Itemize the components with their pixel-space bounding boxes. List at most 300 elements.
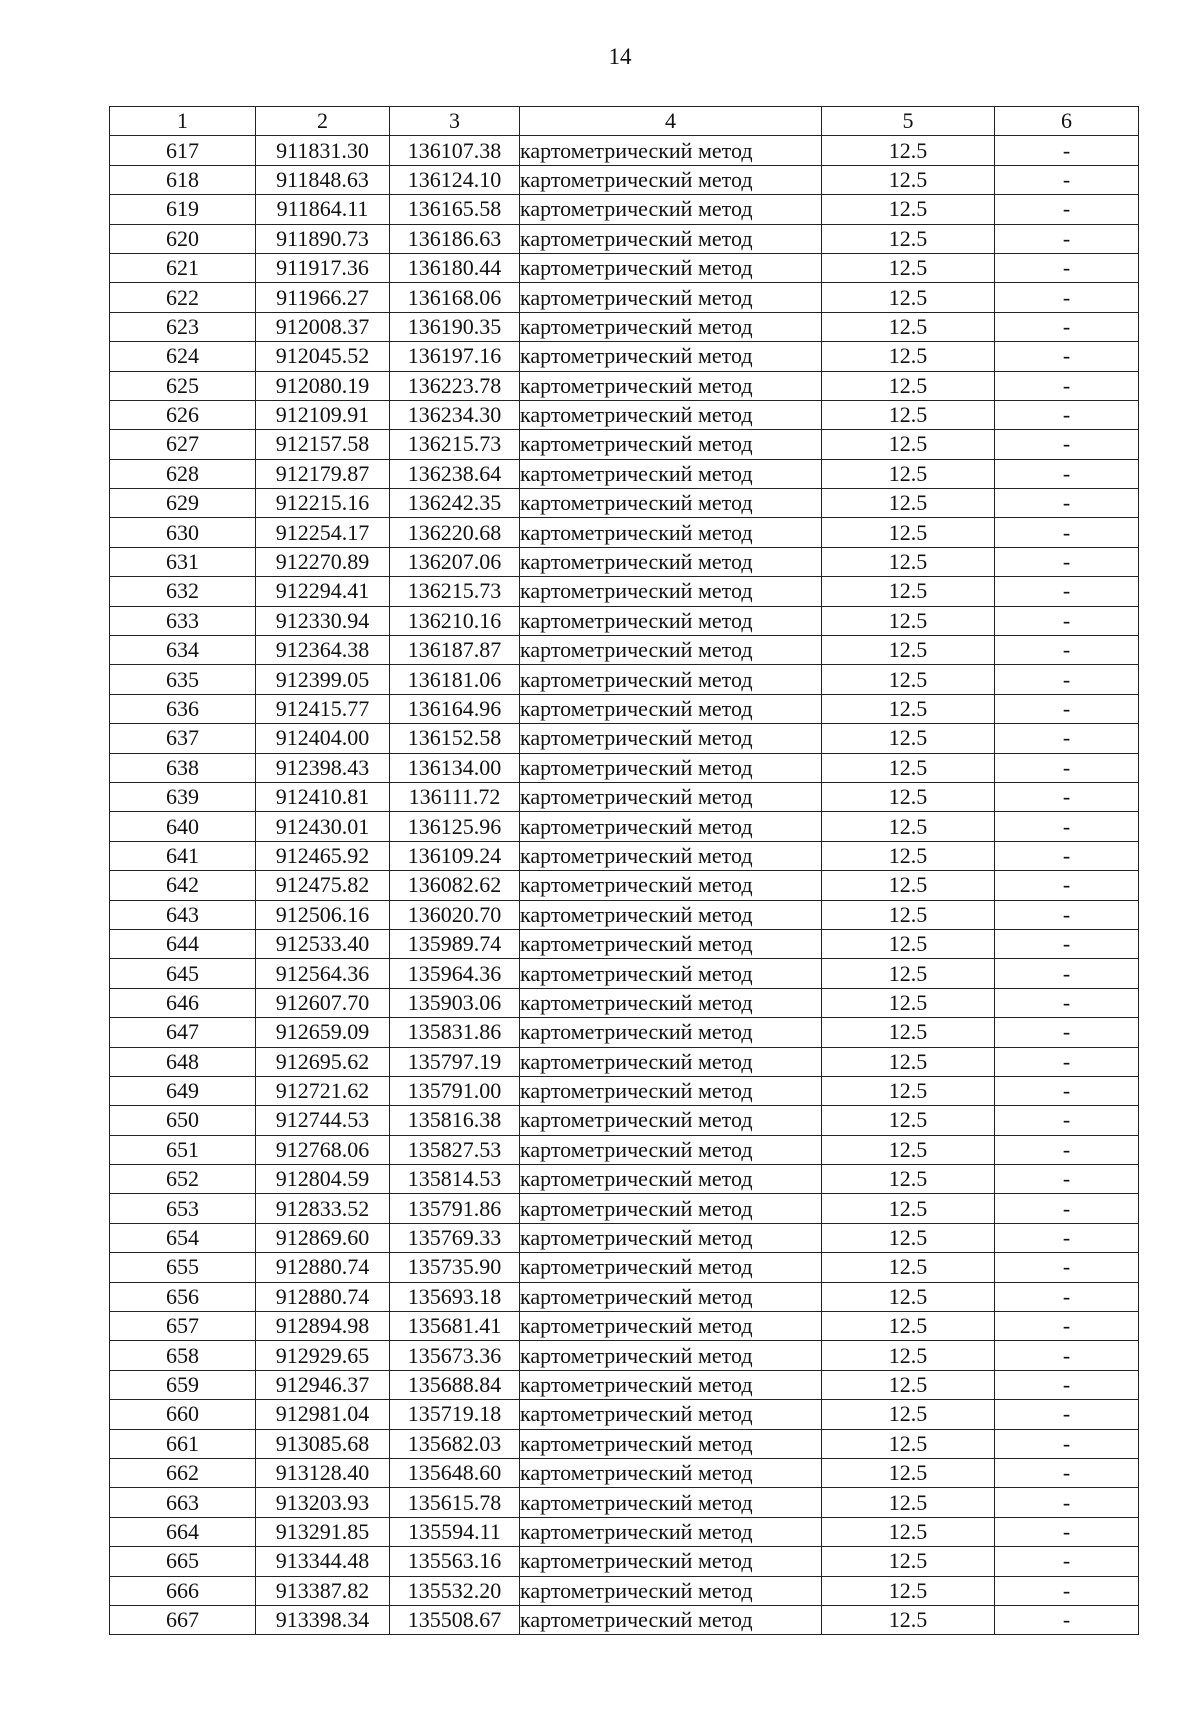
method-cell: картометрический метод [520, 1194, 822, 1223]
method-cell: картометрический метод [520, 371, 822, 400]
point-number-cell: 644 [110, 929, 256, 958]
note-cell: - [995, 606, 1139, 635]
x-coordinate-cell: 912946.37 [256, 1370, 390, 1399]
x-coordinate-cell: 912080.19 [256, 371, 390, 400]
x-coordinate-cell: 912981.04 [256, 1400, 390, 1429]
accuracy-cell: 12.5 [822, 1076, 995, 1105]
x-coordinate-cell: 912744.53 [256, 1106, 390, 1135]
y-coordinate-cell: 136125.96 [390, 812, 520, 841]
table-row [110, 1576, 1139, 1605]
note-cell: - [995, 224, 1139, 253]
point-number-cell: 656 [110, 1282, 256, 1311]
y-coordinate-cell: 135816.38 [390, 1106, 520, 1135]
x-coordinate-cell: 912768.06 [256, 1135, 390, 1164]
x-coordinate-cell: 912330.94 [256, 606, 390, 635]
point-number-cell: 618 [110, 165, 256, 194]
x-coordinate-cell: 912364.38 [256, 636, 390, 665]
note-cell: - [995, 1547, 1139, 1576]
x-coordinate-cell: 912804.59 [256, 1165, 390, 1194]
y-coordinate-cell: 135791.86 [390, 1194, 520, 1223]
note-cell: - [995, 841, 1139, 870]
accuracy-cell: 12.5 [822, 900, 995, 929]
table-row [110, 371, 1139, 400]
x-coordinate-cell: 912404.00 [256, 724, 390, 753]
accuracy-cell: 12.5 [822, 165, 995, 194]
method-cell: картометрический метод [520, 1458, 822, 1487]
x-coordinate-cell: 912607.70 [256, 988, 390, 1017]
table-row [110, 1370, 1139, 1399]
method-cell: картометрический метод [520, 577, 822, 606]
note-cell: - [995, 1576, 1139, 1605]
x-coordinate-cell: 912894.98 [256, 1312, 390, 1341]
point-number-cell: 645 [110, 959, 256, 988]
method-cell: картометрический метод [520, 1429, 822, 1458]
point-number-cell: 660 [110, 1400, 256, 1429]
method-cell: картометрический метод [520, 1341, 822, 1370]
y-coordinate-cell: 135563.16 [390, 1547, 520, 1576]
y-coordinate-cell: 136220.68 [390, 518, 520, 547]
point-number-cell: 629 [110, 489, 256, 518]
column-header: 6 [995, 107, 1139, 136]
point-number-cell: 650 [110, 1106, 256, 1135]
accuracy-cell: 12.5 [822, 1282, 995, 1311]
point-number-cell: 657 [110, 1312, 256, 1341]
accuracy-cell: 12.5 [822, 459, 995, 488]
y-coordinate-cell: 135682.03 [390, 1429, 520, 1458]
point-number-cell: 636 [110, 694, 256, 723]
x-coordinate-cell: 911890.73 [256, 224, 390, 253]
point-number-cell: 635 [110, 665, 256, 694]
table-row [110, 165, 1139, 194]
accuracy-cell: 12.5 [822, 1341, 995, 1370]
point-number-cell: 653 [110, 1194, 256, 1223]
page-number: 14 [608, 44, 632, 69]
point-number-cell: 651 [110, 1135, 256, 1164]
x-coordinate-cell: 912721.62 [256, 1076, 390, 1105]
note-cell: - [995, 694, 1139, 723]
table-row [110, 694, 1139, 723]
accuracy-cell: 12.5 [822, 430, 995, 459]
table-row [110, 871, 1139, 900]
x-coordinate-cell: 912430.01 [256, 812, 390, 841]
x-coordinate-cell: 912465.92 [256, 841, 390, 870]
note-cell: - [995, 459, 1139, 488]
note-cell: - [995, 1282, 1139, 1311]
note-cell: - [995, 1341, 1139, 1370]
accuracy-cell: 12.5 [822, 1165, 995, 1194]
x-coordinate-cell: 913344.48 [256, 1547, 390, 1576]
note-cell: - [995, 165, 1139, 194]
note-cell: - [995, 900, 1139, 929]
note-cell: - [995, 1458, 1139, 1487]
x-coordinate-cell: 912294.41 [256, 577, 390, 606]
point-number-cell: 643 [110, 900, 256, 929]
method-cell: картометрический метод [520, 782, 822, 811]
x-coordinate-cell: 912929.65 [256, 1341, 390, 1370]
note-cell: - [995, 1400, 1139, 1429]
table-row [110, 430, 1139, 459]
y-coordinate-cell: 135735.90 [390, 1253, 520, 1282]
x-coordinate-cell: 912880.74 [256, 1282, 390, 1311]
table-row [110, 1547, 1139, 1576]
note-cell: - [995, 283, 1139, 312]
point-number-cell: 628 [110, 459, 256, 488]
x-coordinate-cell: 912869.60 [256, 1223, 390, 1252]
y-coordinate-cell: 136020.70 [390, 900, 520, 929]
point-number-cell: 621 [110, 253, 256, 282]
table-row [110, 1282, 1139, 1311]
method-cell: картометрический метод [520, 753, 822, 782]
note-cell: - [995, 871, 1139, 900]
table-row [110, 1165, 1139, 1194]
accuracy-cell: 12.5 [822, 518, 995, 547]
accuracy-cell: 12.5 [822, 371, 995, 400]
accuracy-cell: 12.5 [822, 1135, 995, 1164]
x-coordinate-cell: 912564.36 [256, 959, 390, 988]
point-number-cell: 633 [110, 606, 256, 635]
method-cell: картометрический метод [520, 1576, 822, 1605]
method-cell: картометрический метод [520, 136, 822, 165]
table-row [110, 253, 1139, 282]
y-coordinate-cell: 135688.84 [390, 1370, 520, 1399]
accuracy-cell: 12.5 [822, 1517, 995, 1546]
method-cell: картометрический метод [520, 988, 822, 1017]
x-coordinate-cell: 911966.27 [256, 283, 390, 312]
y-coordinate-cell: 136215.73 [390, 430, 520, 459]
y-coordinate-cell: 136234.30 [390, 400, 520, 429]
table-row [110, 1605, 1139, 1634]
point-number-cell: 625 [110, 371, 256, 400]
point-number-cell: 637 [110, 724, 256, 753]
point-number-cell: 658 [110, 1341, 256, 1370]
table-row [110, 1312, 1139, 1341]
accuracy-cell: 12.5 [822, 1547, 995, 1576]
accuracy-cell: 12.5 [822, 812, 995, 841]
x-coordinate-cell: 912533.40 [256, 929, 390, 958]
y-coordinate-cell: 136242.35 [390, 489, 520, 518]
note-cell: - [995, 1018, 1139, 1047]
x-coordinate-cell: 912398.43 [256, 753, 390, 782]
x-coordinate-cell: 912270.89 [256, 547, 390, 576]
table-row [110, 400, 1139, 429]
method-cell: картометрический метод [520, 459, 822, 488]
method-cell: картометрический метод [520, 724, 822, 753]
point-number-cell: 620 [110, 224, 256, 253]
y-coordinate-cell: 136109.24 [390, 841, 520, 870]
point-number-cell: 632 [110, 577, 256, 606]
accuracy-cell: 12.5 [822, 753, 995, 782]
x-coordinate-cell: 912695.62 [256, 1047, 390, 1076]
point-number-cell: 630 [110, 518, 256, 547]
table-row [110, 136, 1139, 165]
point-number-cell: 649 [110, 1076, 256, 1105]
point-number-cell: 659 [110, 1370, 256, 1399]
y-coordinate-cell: 135648.60 [390, 1458, 520, 1487]
accuracy-cell: 12.5 [822, 606, 995, 635]
note-cell: - [995, 371, 1139, 400]
note-cell: - [995, 547, 1139, 576]
table-row [110, 547, 1139, 576]
table-row [110, 782, 1139, 811]
table-row [110, 753, 1139, 782]
method-cell: картометрический метод [520, 1018, 822, 1047]
point-number-cell: 664 [110, 1517, 256, 1546]
x-coordinate-cell: 912215.16 [256, 489, 390, 518]
note-cell: - [995, 812, 1139, 841]
y-coordinate-cell: 136207.06 [390, 547, 520, 576]
method-cell: картометрический метод [520, 195, 822, 224]
method-cell: картометрический метод [520, 1605, 822, 1634]
point-number-cell: 662 [110, 1458, 256, 1487]
method-cell: картометрический метод [520, 342, 822, 371]
x-coordinate-cell: 913398.34 [256, 1605, 390, 1634]
x-coordinate-cell: 913387.82 [256, 1576, 390, 1605]
y-coordinate-cell: 135508.67 [390, 1605, 520, 1634]
y-coordinate-cell: 135719.18 [390, 1400, 520, 1429]
note-cell: - [995, 1370, 1139, 1399]
x-coordinate-cell: 912179.87 [256, 459, 390, 488]
point-number-cell: 617 [110, 136, 256, 165]
method-cell: картометрический метод [520, 929, 822, 958]
accuracy-cell: 12.5 [822, 1576, 995, 1605]
x-coordinate-cell: 912109.91 [256, 400, 390, 429]
accuracy-cell: 12.5 [822, 1605, 995, 1634]
header-row [110, 107, 1139, 136]
y-coordinate-cell: 136223.78 [390, 371, 520, 400]
accuracy-cell: 12.5 [822, 929, 995, 958]
note-cell: - [995, 1165, 1139, 1194]
method-cell: картометрический метод [520, 841, 822, 870]
table-row [110, 959, 1139, 988]
point-number-cell: 652 [110, 1165, 256, 1194]
method-cell: картометрический метод [520, 312, 822, 341]
x-coordinate-cell: 912410.81 [256, 782, 390, 811]
accuracy-cell: 12.5 [822, 1429, 995, 1458]
y-coordinate-cell: 136215.73 [390, 577, 520, 606]
y-coordinate-cell: 135903.06 [390, 988, 520, 1017]
method-cell: картометрический метод [520, 959, 822, 988]
accuracy-cell: 12.5 [822, 1194, 995, 1223]
point-number-cell: 619 [110, 195, 256, 224]
accuracy-cell: 12.5 [822, 1458, 995, 1487]
table-row [110, 1488, 1139, 1517]
y-coordinate-cell: 135827.53 [390, 1135, 520, 1164]
y-coordinate-cell: 136238.64 [390, 459, 520, 488]
table-row [110, 283, 1139, 312]
y-coordinate-cell: 135797.19 [390, 1047, 520, 1076]
point-number-cell: 661 [110, 1429, 256, 1458]
note-cell: - [995, 929, 1139, 958]
y-coordinate-cell: 136210.16 [390, 606, 520, 635]
table-row [110, 1253, 1139, 1282]
method-cell: картометрический метод [520, 547, 822, 576]
note-cell: - [995, 988, 1139, 1017]
point-number-cell: 667 [110, 1605, 256, 1634]
method-cell: картометрический метод [520, 1165, 822, 1194]
accuracy-cell: 12.5 [822, 841, 995, 870]
point-number-cell: 647 [110, 1018, 256, 1047]
method-cell: картометрический метод [520, 1076, 822, 1105]
method-cell: картометрический метод [520, 1223, 822, 1252]
point-number-cell: 622 [110, 283, 256, 312]
table-body [110, 136, 1139, 1635]
y-coordinate-cell: 136082.62 [390, 871, 520, 900]
method-cell: картометрический метод [520, 1106, 822, 1135]
point-number-cell: 665 [110, 1547, 256, 1576]
note-cell: - [995, 1253, 1139, 1282]
table-row [110, 342, 1139, 371]
accuracy-cell: 12.5 [822, 636, 995, 665]
accuracy-cell: 12.5 [822, 1223, 995, 1252]
note-cell: - [995, 665, 1139, 694]
table-row [110, 1047, 1139, 1076]
x-coordinate-cell: 911848.63 [256, 165, 390, 194]
note-cell: - [995, 1106, 1139, 1135]
method-cell: картометрический метод [520, 636, 822, 665]
accuracy-cell: 12.5 [822, 489, 995, 518]
note-cell: - [995, 518, 1139, 547]
accuracy-cell: 12.5 [822, 1312, 995, 1341]
y-coordinate-cell: 136124.10 [390, 165, 520, 194]
method-cell: картометрический метод [520, 224, 822, 253]
y-coordinate-cell: 135673.36 [390, 1341, 520, 1370]
table-row [110, 312, 1139, 341]
accuracy-cell: 12.5 [822, 724, 995, 753]
note-cell: - [995, 342, 1139, 371]
accuracy-cell: 12.5 [822, 1018, 995, 1047]
accuracy-cell: 12.5 [822, 283, 995, 312]
table-row [110, 841, 1139, 870]
accuracy-cell: 12.5 [822, 1370, 995, 1399]
note-cell: - [995, 136, 1139, 165]
method-cell: картометрический метод [520, 283, 822, 312]
coordinates-table [109, 106, 1139, 1635]
y-coordinate-cell: 136164.96 [390, 694, 520, 723]
note-cell: - [995, 753, 1139, 782]
method-cell: картометрический метод [520, 694, 822, 723]
x-coordinate-cell: 912833.52 [256, 1194, 390, 1223]
table-row [110, 812, 1139, 841]
table-row [110, 1341, 1139, 1370]
note-cell: - [995, 489, 1139, 518]
method-cell: картометрический метод [520, 1517, 822, 1546]
note-cell: - [995, 1135, 1139, 1164]
table-header [110, 107, 1139, 136]
point-number-cell: 641 [110, 841, 256, 870]
y-coordinate-cell: 136197.16 [390, 342, 520, 371]
note-cell: - [995, 1312, 1139, 1341]
y-coordinate-cell: 136107.38 [390, 136, 520, 165]
y-coordinate-cell: 136190.35 [390, 312, 520, 341]
method-cell: картометрический метод [520, 430, 822, 459]
table-row [110, 724, 1139, 753]
point-number-cell: 648 [110, 1047, 256, 1076]
accuracy-cell: 12.5 [822, 871, 995, 900]
y-coordinate-cell: 136181.06 [390, 665, 520, 694]
x-coordinate-cell: 912880.74 [256, 1253, 390, 1282]
y-coordinate-cell: 135681.41 [390, 1312, 520, 1341]
x-coordinate-cell: 913291.85 [256, 1517, 390, 1546]
x-coordinate-cell: 912659.09 [256, 1018, 390, 1047]
method-cell: картометрический метод [520, 606, 822, 635]
note-cell: - [995, 1076, 1139, 1105]
x-coordinate-cell: 912415.77 [256, 694, 390, 723]
y-coordinate-cell: 136180.44 [390, 253, 520, 282]
table-row [110, 1517, 1139, 1546]
table-row [110, 518, 1139, 547]
y-coordinate-cell: 136152.58 [390, 724, 520, 753]
method-cell: картометрический метод [520, 1400, 822, 1429]
note-cell: - [995, 1223, 1139, 1252]
method-cell: картометрический метод [520, 518, 822, 547]
y-coordinate-cell: 136134.00 [390, 753, 520, 782]
accuracy-cell: 12.5 [822, 342, 995, 371]
method-cell: картометрический метод [520, 165, 822, 194]
point-number-cell: 634 [110, 636, 256, 665]
table-row [110, 1400, 1139, 1429]
accuracy-cell: 12.5 [822, 195, 995, 224]
point-number-cell: 638 [110, 753, 256, 782]
accuracy-cell: 12.5 [822, 1400, 995, 1429]
y-coordinate-cell: 135791.00 [390, 1076, 520, 1105]
column-header: 3 [390, 107, 520, 136]
table-row [110, 1018, 1139, 1047]
point-number-cell: 655 [110, 1253, 256, 1282]
note-cell: - [995, 195, 1139, 224]
method-cell: картометрический метод [520, 665, 822, 694]
table-row [110, 224, 1139, 253]
method-cell: картометрический метод [520, 1312, 822, 1341]
point-number-cell: 627 [110, 430, 256, 459]
accuracy-cell: 12.5 [822, 1488, 995, 1517]
accuracy-cell: 12.5 [822, 312, 995, 341]
column-header: 4 [520, 107, 822, 136]
note-cell: - [995, 1429, 1139, 1458]
accuracy-cell: 12.5 [822, 694, 995, 723]
accuracy-cell: 12.5 [822, 665, 995, 694]
note-cell: - [995, 312, 1139, 341]
table-row [110, 459, 1139, 488]
method-cell: картометрический метод [520, 1488, 822, 1517]
table-row [110, 1076, 1139, 1105]
method-cell: картометрический метод [520, 1253, 822, 1282]
y-coordinate-cell: 136168.06 [390, 283, 520, 312]
table-row [110, 577, 1139, 606]
table-row [110, 1106, 1139, 1135]
table-row [110, 665, 1139, 694]
point-number-cell: 666 [110, 1576, 256, 1605]
accuracy-cell: 12.5 [822, 1106, 995, 1135]
y-coordinate-cell: 135989.74 [390, 929, 520, 958]
y-coordinate-cell: 136165.58 [390, 195, 520, 224]
method-cell: картометрический метод [520, 1047, 822, 1076]
method-cell: картометрический метод [520, 1370, 822, 1399]
point-number-cell: 663 [110, 1488, 256, 1517]
accuracy-cell: 12.5 [822, 547, 995, 576]
point-number-cell: 624 [110, 342, 256, 371]
accuracy-cell: 12.5 [822, 1047, 995, 1076]
method-cell: картометрический метод [520, 871, 822, 900]
point-number-cell: 631 [110, 547, 256, 576]
column-header: 2 [256, 107, 390, 136]
table-row [110, 195, 1139, 224]
column-header: 1 [110, 107, 256, 136]
accuracy-cell: 12.5 [822, 1253, 995, 1282]
note-cell: - [995, 724, 1139, 753]
accuracy-cell: 12.5 [822, 253, 995, 282]
y-coordinate-cell: 136187.87 [390, 636, 520, 665]
method-cell: картометрический метод [520, 400, 822, 429]
